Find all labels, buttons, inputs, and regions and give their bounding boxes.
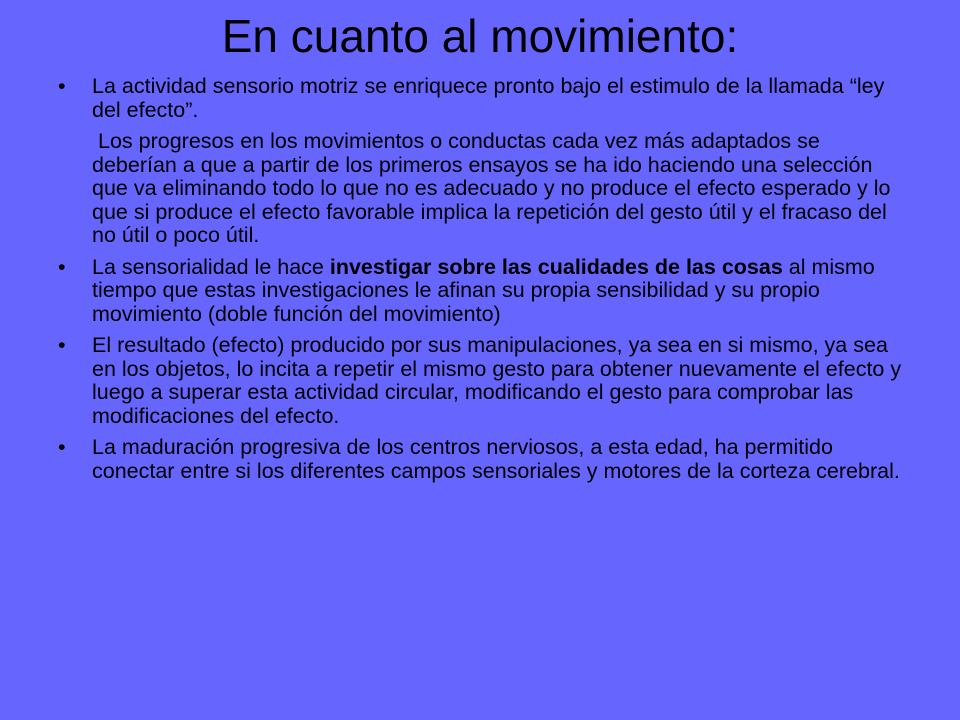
bullet-dot-icon: • xyxy=(58,435,66,459)
bullet-list xyxy=(56,75,906,491)
bullet-item-3 xyxy=(56,334,906,428)
bullet-dot-icon: • xyxy=(58,74,66,98)
bullet-text: El resultado (efecto) producido por sus manipulaciones, ya sea en si mismo, ya sea en los objetos, lo incita a repetir el mismo gesto para obtener nuevamente el efecto y luego a superar esta actividad circular, modificando el gesto para comprobar las modificaciones del efecto. xyxy=(92,333,902,428)
bullet-item-2 xyxy=(56,256,906,327)
bullet-text-after: al mismo tiempo que estas investigaciones le afinan su propia sensibilidad y su propio movimiento (doble función del movimiento) xyxy=(92,254,875,326)
bullet-text-bold: investigar sobre las cualidades de las cosas xyxy=(329,254,783,279)
bullet-item-4 xyxy=(56,436,906,483)
bullet-text xyxy=(92,256,906,327)
bullet-item-1 xyxy=(56,75,906,248)
bullet-text-before: La sensorialidad le hace xyxy=(92,254,330,279)
slide-title: En cuanto al movimiento: xyxy=(221,10,739,62)
bullet-dot-icon: • xyxy=(58,254,66,279)
bullet-continuation: Los progresos en los movimientos o conductas cada vez más adaptados se deberían a que a partir de los primeros ensayos se ha ido haciendo una selección que va eliminando todo lo que no es adecuado y no produce el efecto esperado y lo que si produce el efecto favorable implica la repetición del gesto útil y el fracaso del no útil o poco útil. xyxy=(92,129,891,247)
bullet-text: La maduración progresiva de los centros nerviosos, a esta edad, ha permitido conectar entre si los diferentes campos sensoriales y motores de la corteza cerebral. xyxy=(92,435,900,483)
bullet-text: La actividad sensorio motriz se enriquece pronto bajo el estimulo de la llamada “ley del efecto”. xyxy=(92,74,885,122)
bullet-dot-icon: • xyxy=(58,333,66,357)
